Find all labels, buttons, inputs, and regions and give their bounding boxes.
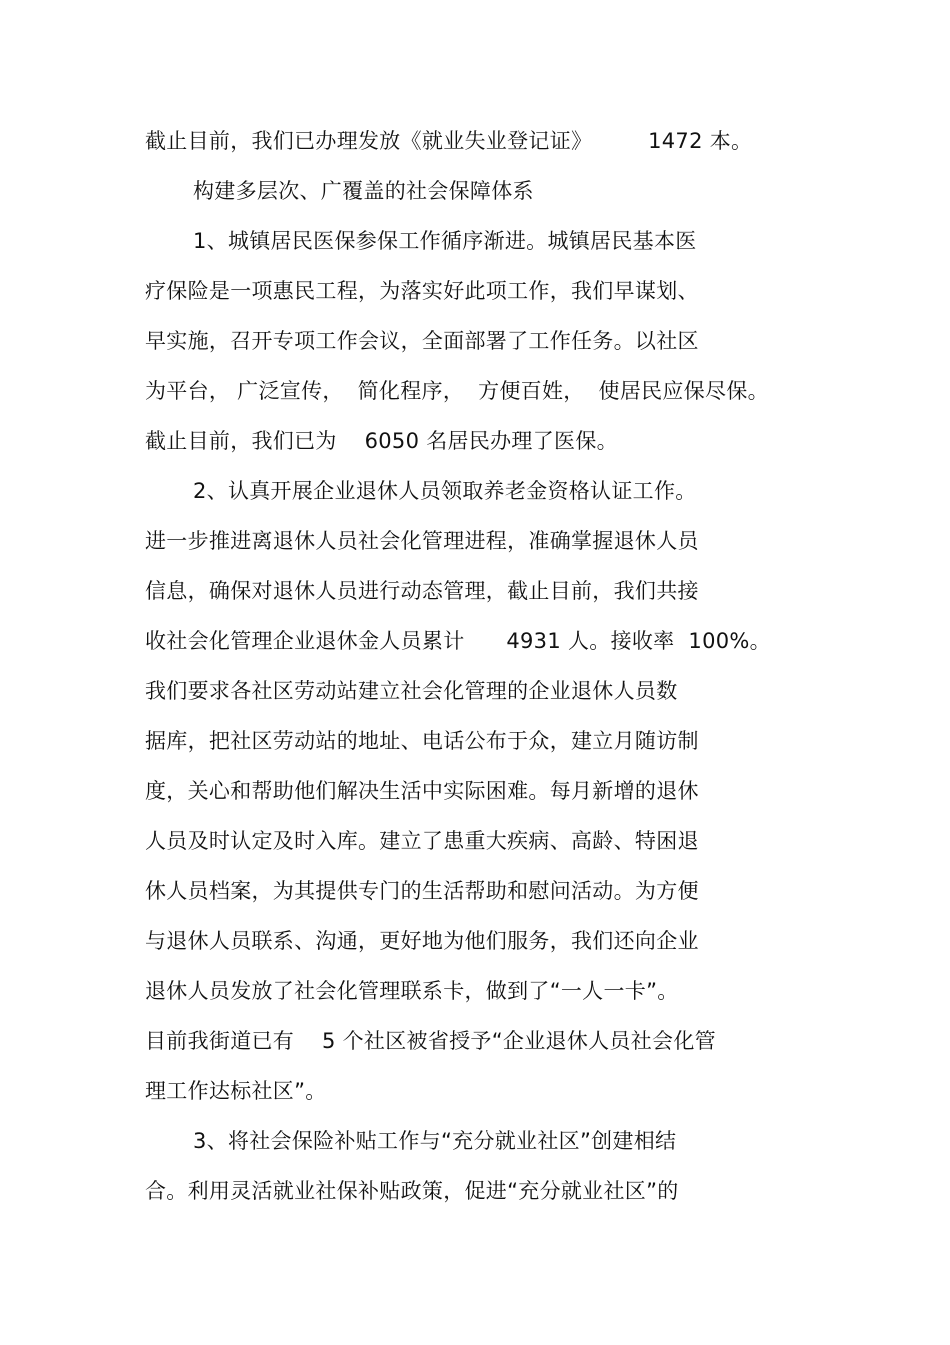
paragraph-line-14: 度，关心和帮助他们解决生活中实际困难。每月新增的退休 [145,779,699,803]
paragraph-line-10: 信息，确保对退休人员进行动态管理，截止目前，我们共接 [145,579,699,603]
paragraph-line-12: 我们要求各社区劳动站建立社会化管理的企业退休人员数 [145,679,678,703]
paragraph-line-17: 与退休人员联系、沟通，更好地为他们服务，我们还向企业 [145,929,699,953]
paragraph-line-13: 据库，把社区劳动站的地址、电话公布于众，建立月随访制 [145,729,699,753]
paragraph-line-3: 1、城镇居民医保参保工作循序渐进。城镇居民基本医 [193,229,697,253]
paragraph-line-22: 合。利用灵活就业社保补贴政策，促进“充分就业社区”的 [145,1179,679,1203]
paragraph-line-16: 休人员档案，为其提供专门的生活帮助和慰问活动。为方便 [145,879,699,903]
paragraph-line-20: 理工作达标社区”。 [145,1079,327,1103]
paragraph-line-11: 收社会化管理企业退休金人员累计 4931 人。接收率 100%。 [145,629,771,653]
paragraph-line-19: 目前我街道已有 5 个社区被省授予“企业退休人员社会化管 [145,1029,716,1053]
paragraph-line-9: 进一步推进离退休人员社会化管理进程，准确掌握退休人员 [145,529,699,553]
section-heading: 构建多层次、广覆盖的社会保障体系 [193,179,534,203]
paragraph-line-5: 早实施，召开专项工作会议，全面部署了工作任务。以社区 [145,329,699,353]
paragraph-line-18: 退休人员发放了社会化管理联系卡，做到了“一人一卡”。 [145,979,679,1003]
paragraph-line-4: 疗保险是一项惠民工程，为落实好此项工作，我们早谋划、 [145,279,699,303]
paragraph-line-21: 3、将社会保险补贴工作与“充分就业社区”创建相结 [193,1129,677,1153]
paragraph-line-1: 截止目前，我们已办理发放《就业失业登记证》 1472 本。 [145,129,753,153]
paragraph-line-8: 2、认真开展企业退休人员领取养老金资格认证工作。 [193,479,697,503]
paragraph-line-7: 截止目前，我们已为 6050 名居民办理了医保。 [145,429,618,453]
paragraph-line-15: 人员及时认定及时入库。建立了患重大疾病、高龄、特困退 [145,829,699,853]
paragraph-line-6: 为平台， 广泛宣传， 简化程序， 方便百姓， 使居民应保尽保。 [145,379,769,403]
